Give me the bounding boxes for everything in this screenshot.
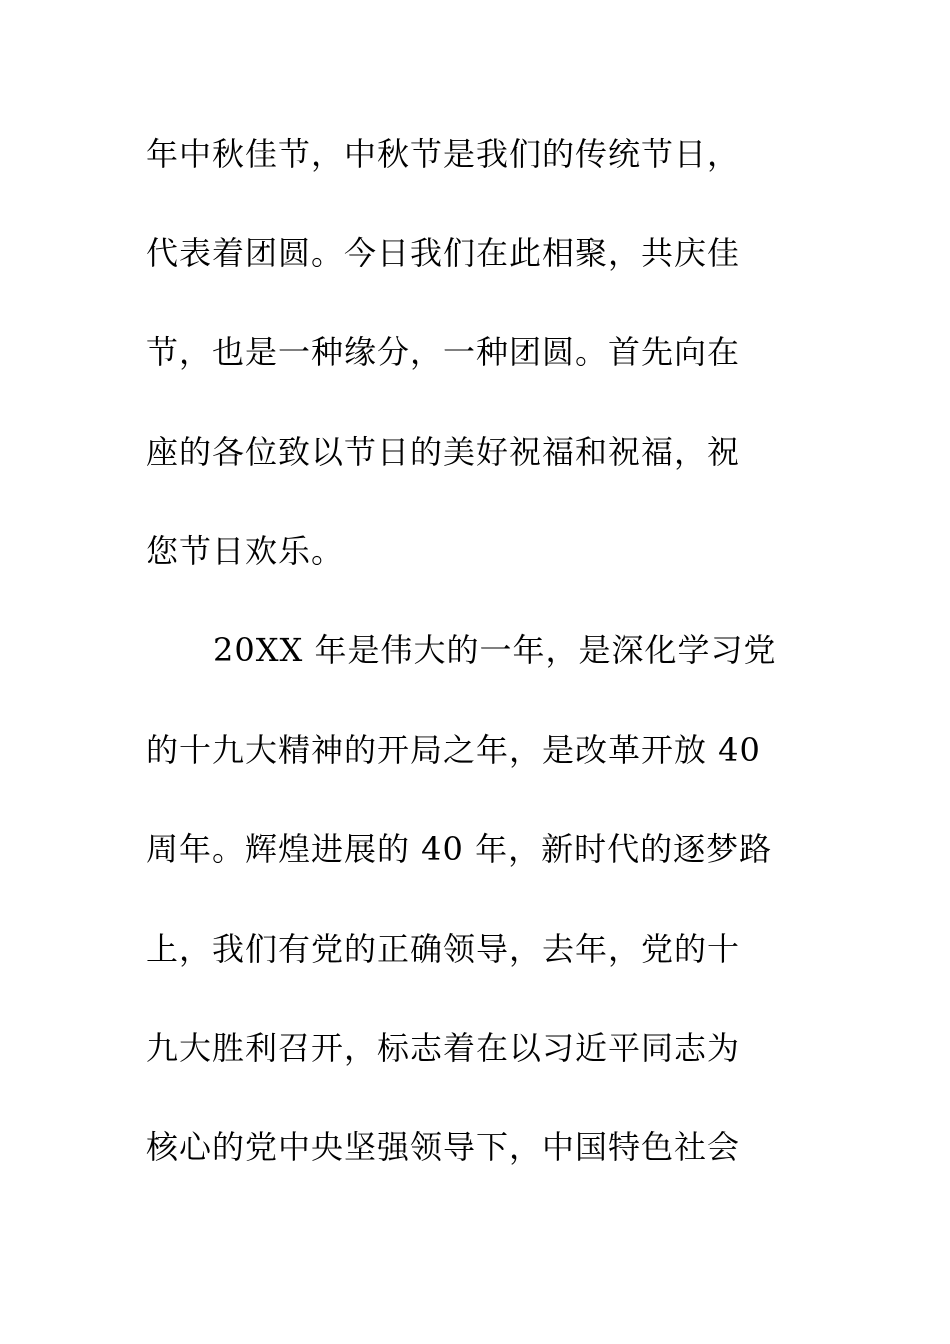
text-line: 周年。辉煌进展的 40 年，新时代的逐梦路 (146, 830, 773, 868)
text-line: 年中秋佳节，中秋节是我们的传统节日， (146, 135, 741, 173)
text-line: 的十九大精神的开局之年，是改革开放 40 (146, 731, 761, 769)
text-line: 您节日欢乐。 (146, 532, 345, 570)
text-line: 九大胜利召开，标志着在以习近平同志为 (146, 1029, 741, 1067)
text-line: 代表着团圆。今日我们在此相聚，共庆佳 (146, 234, 741, 272)
text-line: 座的各位致以节日的美好祝福和祝福，祝 (146, 433, 741, 471)
text-line: 节，也是一种缘分，一种团圆。首先向在 (146, 333, 741, 371)
text-line: 核心的党中央坚强领导下，中国特色社会 (146, 1128, 741, 1166)
text-line: 上，我们有党的正确领导，去年，党的十 (146, 930, 741, 968)
paragraph-start-line: 20XX 年是伟大的一年，是深化学习党 (213, 631, 777, 669)
